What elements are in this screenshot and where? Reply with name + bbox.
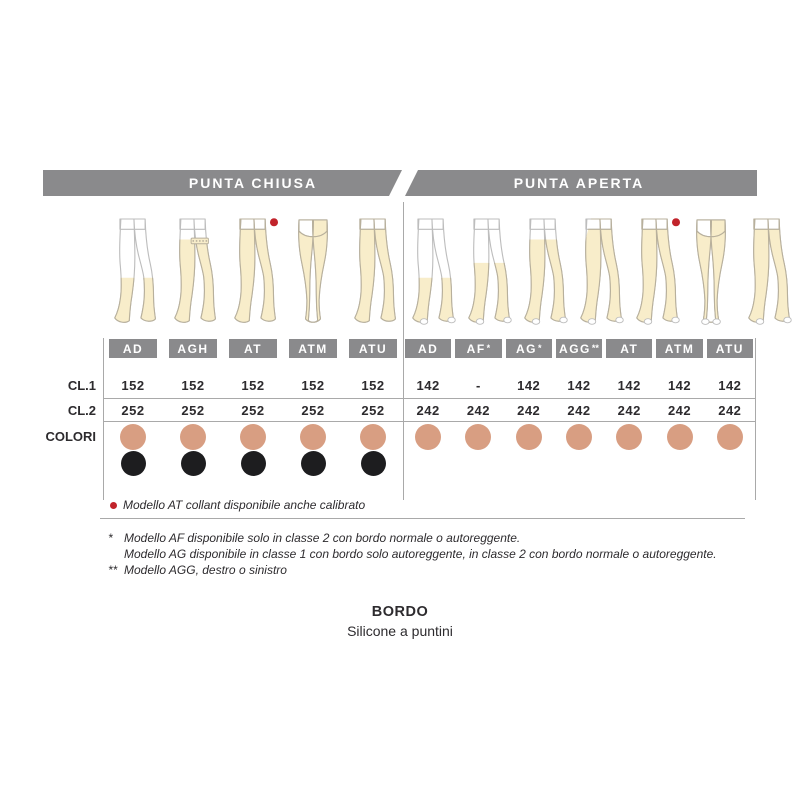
size-value: 142: [517, 377, 541, 393]
footnote-text: Modello AGG, destro o sinistro: [124, 563, 287, 577]
black-color-dot-icon: [121, 451, 146, 476]
model-badge-label: AT: [243, 341, 263, 356]
closed-toe-black-row: [103, 450, 403, 476]
open-toe-beige-row: [403, 424, 755, 450]
model-badge-label: AF: [466, 341, 486, 356]
tights-open-icon: [627, 216, 683, 334]
size-value: 242: [718, 402, 742, 418]
calibrated-red-dot-icon: [672, 218, 680, 226]
model-badge-label: AGG: [559, 341, 591, 356]
cl1-value-open-at: [604, 376, 654, 394]
cl1-value-open-ag: [504, 376, 554, 394]
tights-icon: [225, 216, 281, 334]
footnote-line: [108, 546, 717, 562]
leg-illustration-open-ag: [515, 206, 571, 334]
size-value: 252: [121, 402, 145, 418]
size-value: 252: [241, 402, 265, 418]
leg-illustration-closed-atm: [283, 206, 343, 334]
model-badge-label: AD: [122, 341, 144, 356]
leg-illustration-open-ad: [403, 206, 459, 334]
beige-color-dot-icon: [717, 424, 743, 450]
closed-toe-title: PUNTA CHIUSA: [188, 175, 318, 191]
model-badge-ad: [405, 339, 451, 358]
cl2-value-closed-ad: [103, 401, 163, 419]
cl1-value-closed-atm: [283, 376, 343, 394]
open-toe-cl1-row: [403, 376, 755, 394]
size-value: 152: [301, 377, 325, 393]
closed-toe-cl2-row: [103, 401, 403, 419]
footnote-line: [108, 530, 717, 546]
beige-color-cell-open-atu: [705, 424, 755, 450]
size-value: 142: [667, 377, 692, 393]
size-value: 242: [517, 402, 541, 418]
model-badge-label: ATM: [664, 341, 695, 356]
maternity-tights-open-icon: [683, 216, 739, 334]
beige-color-cell-closed-at: [223, 424, 283, 450]
size-value: 252: [361, 402, 385, 418]
beige-color-cell-open-af: [453, 424, 503, 450]
beige-color-cell-open-atm: [654, 424, 704, 450]
beige-color-cell-open-ag: [504, 424, 554, 450]
red-dot-icon: [110, 502, 117, 509]
tights-icon: [345, 216, 401, 334]
size-value: 242: [667, 402, 692, 418]
size-value: 142: [567, 377, 591, 393]
leg-illustration-open-at: [627, 206, 683, 334]
model-badge-agh: [169, 339, 217, 358]
footnote-marker: [108, 546, 124, 562]
closed-toe-beige-row: [103, 424, 403, 450]
tights-open-icon: [739, 216, 795, 334]
black-color-cell-closed-atu: [343, 450, 403, 476]
calibrated-note-text: Modello AT collant disponibile anche calibrato: [123, 498, 366, 512]
beige-color-dot-icon: [566, 424, 592, 450]
size-value: 152: [121, 377, 145, 393]
beige-color-dot-icon: [360, 424, 386, 450]
beige-color-dot-icon: [616, 424, 642, 450]
beige-color-dot-icon: [415, 424, 441, 450]
size-value: 242: [416, 402, 440, 418]
size-value: 152: [361, 377, 385, 393]
over-knee-stocking-open-icon: [459, 216, 515, 334]
cl1-value-closed-at: [223, 376, 283, 394]
footnotes: [108, 530, 717, 578]
open-toe-legs-row: [403, 206, 755, 334]
cl2-value-open-atm: [654, 401, 704, 419]
beige-color-cell-closed-agh: [163, 424, 223, 450]
cl2-value-closed-atu: [343, 401, 403, 419]
cl1-value-closed-agh: [163, 376, 223, 394]
size-value: 152: [181, 377, 205, 393]
beige-color-cell-open-agg: [554, 424, 604, 450]
footnote-marker: *: [108, 531, 113, 545]
footnote-asterisk: *: [537, 342, 542, 353]
cl2-value-closed-agh: [163, 401, 223, 419]
open-toe-black-row: [403, 450, 755, 476]
size-value: 142: [617, 377, 641, 393]
size-value: 142: [718, 377, 742, 393]
beige-color-dot-icon: [120, 424, 146, 450]
model-badge-af: [455, 339, 501, 358]
cl1-value-open-ad: [403, 376, 453, 394]
open-toe-cl2-row: [403, 401, 755, 419]
footnote-asterisk: **: [591, 342, 599, 353]
leg-illustration-closed-atu: [343, 206, 403, 334]
bordo-title: BORDO: [371, 604, 429, 620]
size-value: 242: [617, 402, 641, 418]
model-badge-at: [606, 339, 652, 358]
cl1-value-open-agg: [554, 376, 604, 394]
cl1-value-closed-atu: [343, 376, 403, 394]
black-color-cell-open-af: [453, 450, 503, 476]
model-badge-label: ATM: [298, 341, 328, 356]
cl2-value-open-ag: [504, 401, 554, 419]
cl1-value-open-atm: [654, 376, 704, 394]
leg-illustration-closed-ad: [103, 206, 163, 334]
black-color-cell-open-agg: [554, 450, 604, 476]
model-badge-ad: [109, 339, 157, 358]
black-color-dot-icon: [361, 451, 386, 476]
beige-color-cell-open-ad: [403, 424, 453, 450]
footnote-text: Modello AF disponibile solo in classe 2 con bordo normale o autoreggente.: [124, 531, 521, 545]
thigh-stocking-band-icon: [165, 216, 221, 334]
model-badge-atm: [656, 339, 702, 358]
cl2-value-open-ad: [403, 401, 453, 419]
size-value: -: [476, 377, 481, 393]
table-right-border: [755, 338, 756, 500]
cl2-underline: [103, 421, 755, 422]
black-color-cell-open-atu: [705, 450, 755, 476]
cl1-value-open-atu: [705, 376, 755, 394]
beige-color-dot-icon: [516, 424, 542, 450]
note-underline: [100, 518, 745, 519]
open-toe-title: PUNTA APERTA: [513, 175, 645, 191]
beige-color-cell-open-at: [604, 424, 654, 450]
maternity-tights-icon: [285, 216, 341, 334]
black-color-cell-closed-atm: [283, 450, 343, 476]
calibrated-note: [110, 498, 365, 512]
model-badge-atu: [349, 339, 397, 358]
cl2-value-open-at: [604, 401, 654, 419]
model-badge-label: ATU: [715, 341, 744, 356]
beige-color-dot-icon: [240, 424, 266, 450]
model-badge-agg: [556, 339, 602, 358]
row-label-cl1: CL.1: [67, 378, 96, 393]
leg-illustration-open-atm: [683, 206, 739, 334]
calibrated-red-dot-icon: [270, 218, 278, 226]
black-color-cell-closed-ad: [103, 450, 163, 476]
closed-toe-badge-row: [103, 339, 403, 359]
size-value: 152: [241, 377, 265, 393]
beige-color-cell-closed-atm: [283, 424, 343, 450]
footnote-asterisk: *: [486, 342, 491, 353]
size-value: 142: [416, 377, 440, 393]
beige-color-dot-icon: [667, 424, 693, 450]
size-value: 252: [181, 402, 205, 418]
black-color-cell-open-atm: [654, 450, 704, 476]
row-label-cl2: CL.2: [67, 403, 96, 418]
closed-toe-cl1-row: [103, 376, 403, 394]
hip-stocking-open-icon: [571, 216, 627, 334]
model-badge-label: ATU: [358, 341, 388, 356]
cl1-value-closed-ad: [103, 376, 163, 394]
cl1-underline: [103, 398, 755, 399]
beige-color-dot-icon: [300, 424, 326, 450]
footnote-text: Modello AG disponibile in classe 1 con bordo solo autoreggente, in classe 2 con bordo normale o autoreggente.: [124, 547, 717, 561]
size-value: 252: [301, 402, 325, 418]
model-badge-atm: [289, 339, 337, 358]
model-badge-label: AT: [620, 341, 639, 356]
bordo-block: [0, 604, 800, 639]
footnote-line: [108, 562, 717, 578]
black-color-cell-open-ag: [504, 450, 554, 476]
row-label-colori: COLORI: [45, 429, 96, 444]
cl1-value-open-af: [453, 376, 503, 394]
knee-stocking-open-icon: [403, 216, 459, 334]
size-value: 242: [466, 402, 491, 418]
black-color-cell-open-at: [604, 450, 654, 476]
beige-color-cell-closed-atu: [343, 424, 403, 450]
black-color-dot-icon: [181, 451, 206, 476]
knee-stocking-icon: [105, 216, 161, 334]
leg-illustration-closed-agh: [163, 206, 223, 334]
cl2-value-closed-at: [223, 401, 283, 419]
leg-illustration-open-atu: [739, 206, 795, 334]
model-badge-label: AGH: [177, 341, 209, 356]
leg-illustration-closed-at: [223, 206, 283, 334]
footnote-marker: **: [108, 563, 118, 577]
model-badge-at: [229, 339, 277, 358]
cl2-value-open-agg: [554, 401, 604, 419]
beige-color-cell-closed-ad: [103, 424, 163, 450]
model-badge-label: AG: [515, 341, 537, 356]
black-color-cell-closed-at: [223, 450, 283, 476]
model-badge-label: AD: [417, 341, 439, 356]
beige-color-dot-icon: [180, 424, 206, 450]
cl2-value-open-af: [453, 401, 503, 419]
leg-illustration-open-af: [459, 206, 515, 334]
model-badge-atu: [707, 339, 753, 358]
leg-illustration-open-agg: [571, 206, 627, 334]
open-toe-badge-row: [403, 339, 755, 359]
cl2-value-closed-atm: [283, 401, 343, 419]
black-color-cell-closed-agh: [163, 450, 223, 476]
cl2-value-open-atu: [705, 401, 755, 419]
black-color-dot-icon: [301, 451, 326, 476]
closed-toe-legs-row: [103, 206, 403, 334]
black-color-dot-icon: [241, 451, 266, 476]
model-badge-ag: [506, 339, 552, 358]
black-color-cell-open-ad: [403, 450, 453, 476]
bordo-subtitle: Silicone a puntini: [347, 623, 453, 639]
size-value: 242: [567, 402, 591, 418]
thigh-stocking-open-icon: [515, 216, 571, 334]
beige-color-dot-icon: [465, 424, 491, 450]
